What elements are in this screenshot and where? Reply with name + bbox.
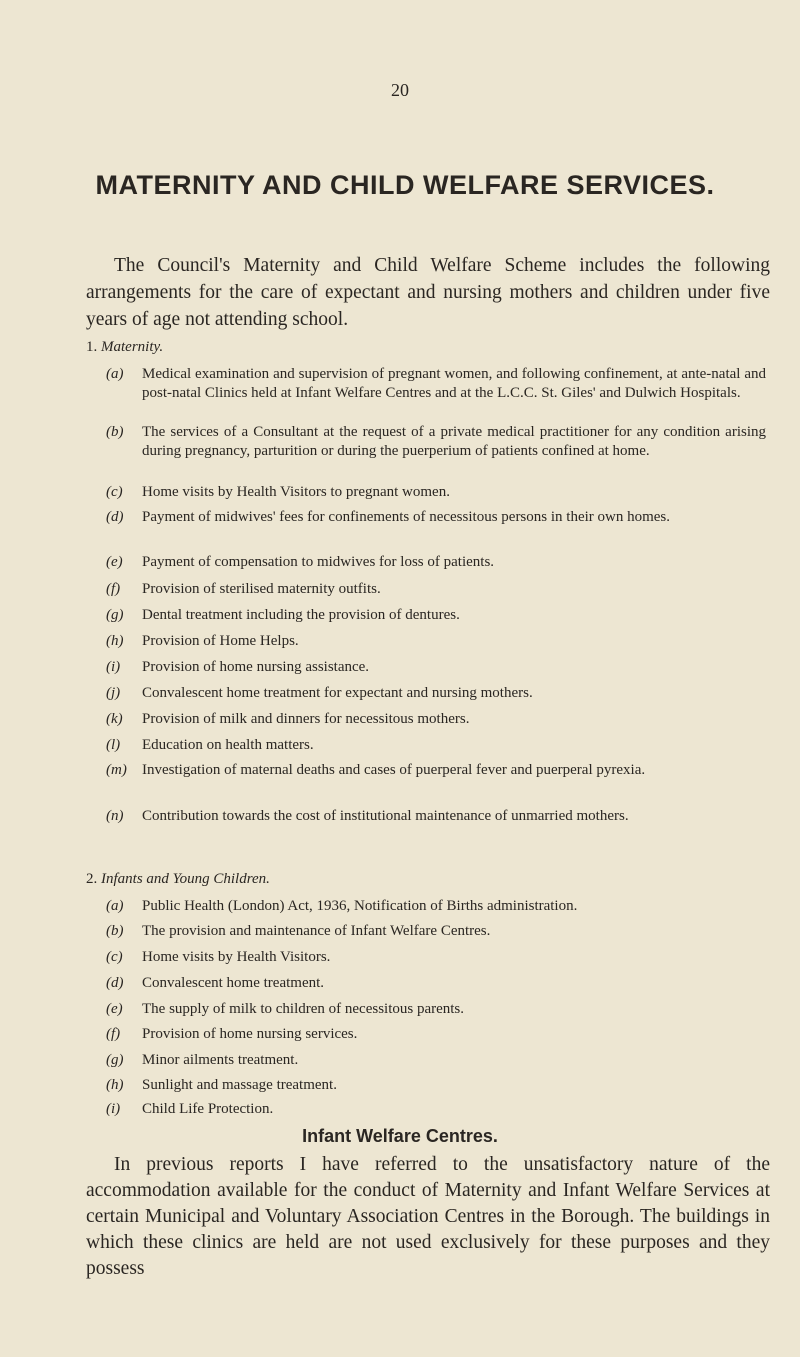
item-text: The supply of milk to children of necessitous parents.: [142, 1001, 465, 1017]
item-label: (e): [106, 554, 123, 570]
list-item: [106, 1025, 766, 1044]
list-item: [106, 658, 766, 677]
list-item: [106, 1000, 766, 1019]
section-heading-maternity: [86, 339, 163, 356]
item-label: (n): [106, 808, 124, 824]
item-text: Public Health (London) Act, 1936, Notification of Births administration.: [142, 898, 578, 914]
item-text: Education on health matters.: [142, 737, 314, 753]
item-label: (i): [106, 1101, 121, 1117]
item-text: Medical examination and supervision of pregnant women, and following confinement, at ante-natal and post-natal Clinics held at Infant Welfare Centres and at the L.C.C. St. Giles' and Dulwich Hospitals.: [142, 366, 766, 401]
intro-paragraph: The Council's Maternity and Child Welfare Scheme includes the following arrangements for the care of expectant and nursing mothers and children under five years of age not attending school.: [86, 255, 770, 330]
list-item: [106, 684, 766, 703]
item-label: (c): [106, 484, 123, 500]
list-item: [106, 974, 766, 993]
list-item: [106, 423, 766, 461]
item-text: The services of a Consultant at the request of a private medical practitioner for any condition arising during pregnancy, parturition or during the puerperium of patients confined at home.: [142, 424, 766, 459]
list-item: [106, 807, 766, 826]
item-text: Sunlight and massage treatment.: [142, 1077, 337, 1093]
list-item: [106, 508, 766, 527]
item-label: (d): [106, 509, 124, 525]
section-number: 1.: [86, 339, 98, 355]
item-label: (a): [106, 898, 124, 914]
item-text: Home visits by Health Visitors.: [142, 949, 331, 965]
list-item: [106, 1076, 766, 1095]
list-item: [106, 483, 766, 502]
item-label: (b): [106, 424, 124, 440]
item-text: Payment of midwives' fees for confinements of necessitous persons in their own homes.: [142, 509, 671, 525]
item-text: Provision of milk and dinners for necessitous mothers.: [142, 711, 470, 727]
item-text: Dental treatment including the provision of dentures.: [142, 607, 460, 623]
item-label: (h): [106, 1077, 124, 1093]
item-label: (g): [106, 1052, 124, 1068]
list-item: [106, 632, 766, 651]
list-item: [106, 736, 766, 755]
list-item: [106, 948, 766, 967]
item-text: Investigation of maternal deaths and cases of puerperal fever and puerperal pyrexia.: [142, 762, 646, 778]
section-number: 2.: [86, 871, 98, 887]
item-label: (g): [106, 607, 124, 623]
item-label: (l): [106, 737, 121, 753]
list-item: [106, 580, 766, 599]
section-heading-infants: [86, 871, 270, 888]
list-item: [106, 553, 766, 572]
item-label: (i): [106, 659, 121, 675]
page-title: MATERNITY AND CHILD WELFARE SERVICES.: [95, 170, 715, 200]
item-text: Convalescent home treatment for expectant and nursing mothers.: [142, 685, 533, 701]
list-item: [106, 1051, 766, 1070]
list-item: [106, 761, 766, 780]
section-title: Infants and Young Children.: [101, 871, 270, 887]
item-text: Provision of home nursing assistance.: [142, 659, 370, 675]
item-text: Provision of sterilised maternity outfits.: [142, 581, 381, 597]
item-text: Minor ailments treatment.: [142, 1052, 299, 1068]
item-text: Contribution towards the cost of institutional maintenance of unmarried mothers.: [142, 808, 629, 824]
item-text: Provision of home nursing services.: [142, 1026, 358, 1042]
item-label: (f): [106, 1026, 121, 1042]
item-label: (c): [106, 949, 123, 965]
subheading-infant-welfare-centres: Infant Welfare Centres.: [302, 1126, 498, 1146]
page-number: 20: [391, 80, 409, 100]
item-text: The provision and maintenance of Infant Welfare Centres.: [142, 923, 491, 939]
section-title: Maternity.: [101, 339, 164, 355]
list-item: [106, 710, 766, 729]
list-item: [106, 606, 766, 625]
item-text: Child Life Protection.: [142, 1101, 274, 1117]
item-text: Payment of compensation to midwives for loss of patients.: [142, 554, 495, 570]
list-item: [106, 365, 766, 403]
item-label: (k): [106, 711, 123, 727]
list-item: [106, 897, 766, 916]
item-text: Home visits by Health Visitors to pregnant women.: [142, 484, 450, 500]
item-label: (m): [106, 762, 127, 778]
item-label: (e): [106, 1001, 123, 1017]
item-label: (f): [106, 581, 121, 597]
item-label: (h): [106, 633, 124, 649]
item-label: (b): [106, 923, 124, 939]
item-label: (d): [106, 975, 124, 991]
list-item: [106, 922, 766, 941]
body-paragraph: In previous reports I have referred to the unsatisfactory nature of the accommodation available for the conduct of Maternity and Infant Welfare Services at certain Municipal and Voluntary Association Centres in the Borough. The buildings in which these clinics are held are not used exclusively for these purposes and they possess: [86, 1154, 770, 1279]
item-label: (j): [106, 685, 121, 701]
item-label: (a): [106, 366, 124, 382]
list-item: [106, 1100, 766, 1119]
item-text: Provision of Home Helps.: [142, 633, 299, 649]
item-text: Convalescent home treatment.: [142, 975, 325, 991]
